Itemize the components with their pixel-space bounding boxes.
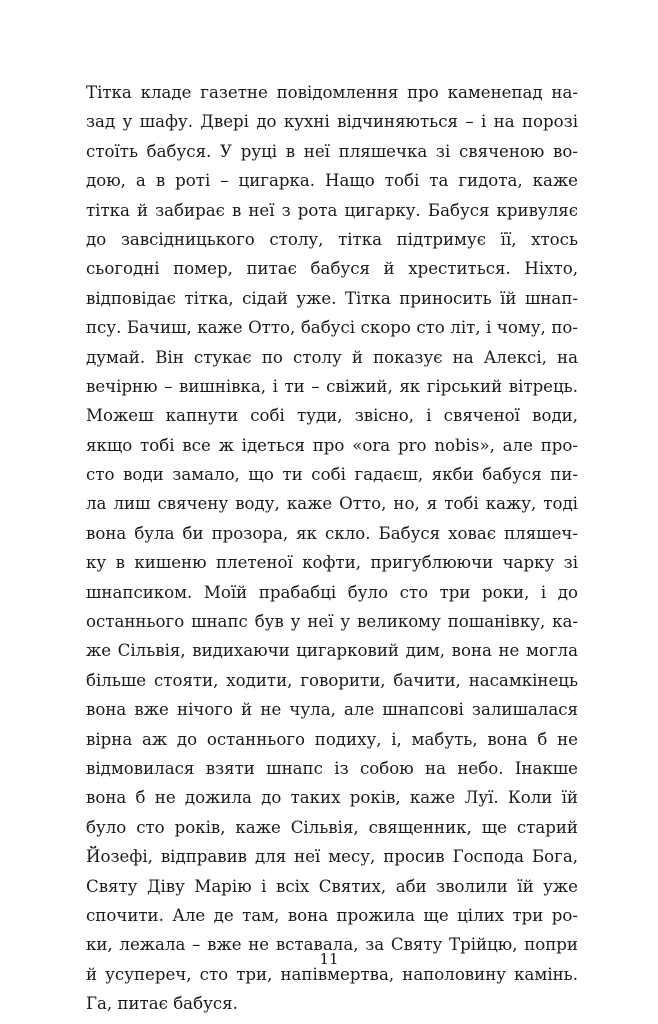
body-text bbox=[86, 78, 578, 1019]
text-line: останнього шнапс був у неї у великому пошанівку, ка- bbox=[86, 612, 578, 632]
text-line: Га, питає бабуся. bbox=[86, 994, 238, 1014]
text-line: ла лиш свячену воду, каже Отто, но, я тобі кажу, тоді bbox=[86, 494, 578, 514]
text-line: було сто років, каже Сільвія, священник, ще старий bbox=[86, 817, 578, 837]
text-line: ку в кишеню плетеної кофти, пригублюючи чарку зі bbox=[86, 553, 578, 573]
text-line: вірна аж до останнього подиху, і, мабуть, вона б не bbox=[86, 729, 578, 749]
text-line: більше стояти, ходити, говорити, бачити, насамкінець bbox=[86, 670, 578, 690]
text-line: Тітка кладе газетне повідомлення про каменепад на- bbox=[86, 83, 578, 102]
text-line: Йозефі, відправив для неї месу, просив Господа Бога, bbox=[86, 847, 578, 867]
text-line: же Сільвія, видихаючи цигарковий дим, вона не могла bbox=[86, 641, 578, 661]
text-line: тітка й забирає в неї з рота цигарку. Бабуся кривуляє bbox=[86, 200, 578, 220]
text-line: до завсідницького столу, тітка підтримує її, хтось bbox=[86, 229, 578, 249]
text-line: вечірню – вишнівка, і ти – свіжий, як гірський вітрець. bbox=[86, 376, 578, 396]
text-line: сьогодні помер, питає бабуся й хреститься. Ніхто, bbox=[86, 259, 578, 279]
text-line: Можеш капнути собі туди, звісно, і свяченої води, bbox=[86, 406, 578, 426]
text-line: зад у шафу. Двері до кухні відчиняються – і на порозі bbox=[86, 112, 578, 132]
text-line: вона вже нічого й не чула, але шнапсові залишалася bbox=[86, 700, 578, 720]
text-line: й усупереч, сто три, напівмертва, наполовину камінь. bbox=[86, 964, 578, 984]
text-line: Святу Діву Марію і всіх Святих, аби зволили їй уже bbox=[86, 876, 578, 896]
text-line: дою, а в роті – цигарка. Нащо тобі та гидота, каже bbox=[86, 171, 578, 191]
text-line: якщо тобі все ж ідеться про «ora pro nobis», але про- bbox=[86, 435, 578, 455]
text-line: псу. Бачиш, каже Отто, бабусі скоро сто літ, і чому, по- bbox=[86, 318, 578, 338]
text-line: спочити. Але де там, вона прожила ще цілих три ро- bbox=[86, 905, 578, 925]
text-line: вона б не дожила до таких років, каже Луї. Коли їй bbox=[86, 788, 578, 808]
text-line: відмовилася взяти шнапс із собою на небо. Інакше bbox=[86, 758, 578, 778]
text-line: шнапсиком. Моїй прабабці було сто три роки, і до bbox=[86, 582, 578, 602]
text-line: думай. Він стукає по столу й показує на Алексі, на bbox=[86, 347, 578, 367]
text-line: стоїть бабуся. У руці в неї пляшечка зі свяченою во- bbox=[86, 141, 578, 161]
text-line: сто води замало, що ти собі гадаєш, якби бабуся пи- bbox=[86, 465, 578, 485]
text-line: ки, лежала – вже не вставала, за Святу Трійцю, попри bbox=[86, 935, 578, 955]
text-line: вона була би прозора, як скло. Бабуся ховає пляшеч- bbox=[86, 523, 578, 543]
page-number: 11 bbox=[319, 950, 339, 968]
text-line: відповідає тітка, сідай уже. Тітка приносить їй шнап- bbox=[86, 288, 578, 308]
